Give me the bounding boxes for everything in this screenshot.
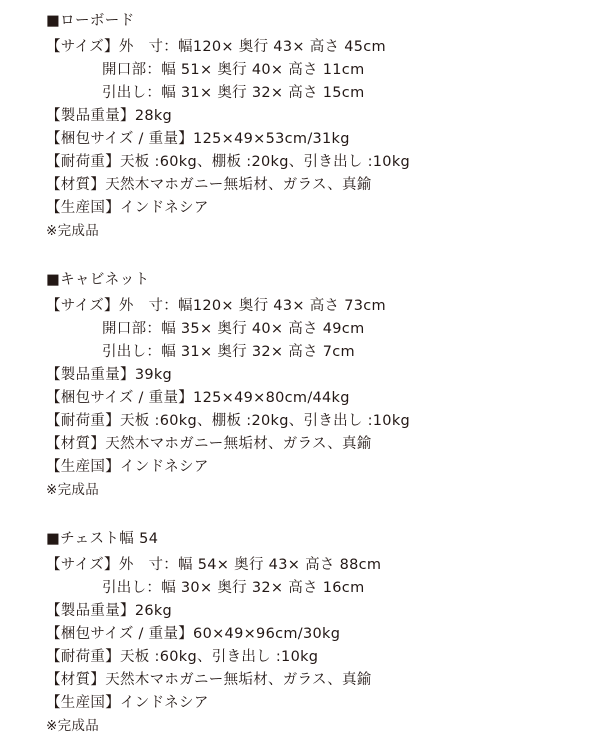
spec-label: 引出し： [102,85,162,101]
product-spec-block [0,528,600,738]
spec-value: 幅 31× 奥行 32× 高さ 7cm [161,344,355,360]
spec-label: 【耐荷重】 [46,413,120,429]
spec-row [46,554,580,577]
assembly-note: ※完成品 [46,482,100,498]
spec-label: 【製品重量】 [46,603,135,619]
spec-row [46,577,580,600]
spec-row [46,433,580,456]
spec-value: 幅 30× 奥行 32× 高さ 16cm [161,580,365,596]
spec-row [46,82,580,105]
spec-value: 60×49×96cm/30kg [193,626,341,642]
block-spacer [0,243,600,269]
spec-row [46,341,580,364]
spec-label: 引出し： [102,580,162,596]
spec-value: 天然木マホガニー無垢材、ガラス、真鍮 [105,436,372,452]
spec-value: 幅120× 奥行 43× 高さ 45cm [178,39,386,55]
spec-value: 125×49×80cm/44kg [193,390,350,406]
product-title: ■チェスト幅 54 [46,531,159,547]
spec-label: 開口部： [102,62,162,78]
spec-row [46,174,580,197]
spec-row [46,623,580,646]
spec-value: 125×49×53cm/31kg [193,131,350,147]
spec-label: 【材質】 [46,177,106,193]
assembly-note: ※完成品 [46,223,100,239]
product-spec-block [0,269,600,502]
spec-label: 【梱包サイズ / 重量】 [46,626,194,642]
product-title: ■キャビネット [46,272,150,288]
spec-label: 【材質】 [46,672,106,688]
product-title: ■ローボード [46,13,135,29]
spec-label: 【梱包サイズ / 重量】 [46,131,194,147]
spec-label: 【耐荷重】 [46,154,120,170]
spec-label: 【製品重量】 [46,367,135,383]
spec-row [46,105,580,128]
spec-row [46,364,580,387]
spec-blocks-container [0,10,600,738]
spec-row [46,387,580,410]
spec-label: 【サイズ】外 寸： [46,298,179,314]
spec-value: 39kg [134,367,173,383]
spec-row [46,646,580,669]
spec-row [46,456,580,479]
spec-value: 天板 :60kg、棚板 :20kg、引き出し :10kg [120,413,411,429]
spec-value: インドネシア [120,459,209,475]
spec-value: 幅 35× 奥行 40× 高さ 49cm [161,321,365,337]
spec-row [46,600,580,623]
spec-row [46,151,580,174]
spec-value: インドネシア [120,695,209,711]
spec-row [46,197,580,220]
spec-label: 開口部： [102,321,162,337]
spec-value: 幅 51× 奥行 40× 高さ 11cm [161,62,365,78]
spec-row [46,692,580,715]
spec-label: 【製品重量】 [46,108,135,124]
spec-row [46,295,580,318]
spec-label: 【材質】 [46,436,106,452]
spec-value: 28kg [134,108,173,124]
spec-value: 天然木マホガニー無垢材、ガラス、真鍮 [105,672,372,688]
assembly-note: ※完成品 [46,718,100,734]
product-spec-block [0,10,600,243]
spec-row [46,128,580,151]
spec-label: 【サイズ】外 寸： [46,557,179,573]
spec-row [46,59,580,82]
spec-label: 引出し： [102,344,162,360]
spec-row [46,669,580,692]
spec-label: 【生産国】 [46,459,120,475]
spec-value: 天然木マホガニー無垢材、ガラス、真鍮 [105,177,372,193]
spec-label: 【耐荷重】 [46,649,120,665]
block-spacer [0,502,600,528]
spec-value: 幅 54× 奥行 43× 高さ 88cm [178,557,382,573]
spec-value: 天板 :60kg、引き出し :10kg [120,649,319,665]
spec-value: 26kg [134,603,173,619]
spec-row [46,318,580,341]
spec-value: 幅120× 奥行 43× 高さ 73cm [178,298,386,314]
spec-value: 天板 :60kg、棚板 :20kg、引き出し :10kg [120,154,411,170]
spec-label: 【生産国】 [46,200,120,216]
spec-label: 【サイズ】外 寸： [46,39,179,55]
spec-value: 幅 31× 奥行 32× 高さ 15cm [161,85,365,101]
spec-value: インドネシア [120,200,209,216]
spec-label: 【生産国】 [46,695,120,711]
spec-row [46,36,580,59]
spec-label: 【梱包サイズ / 重量】 [46,390,194,406]
spec-row [46,410,580,433]
